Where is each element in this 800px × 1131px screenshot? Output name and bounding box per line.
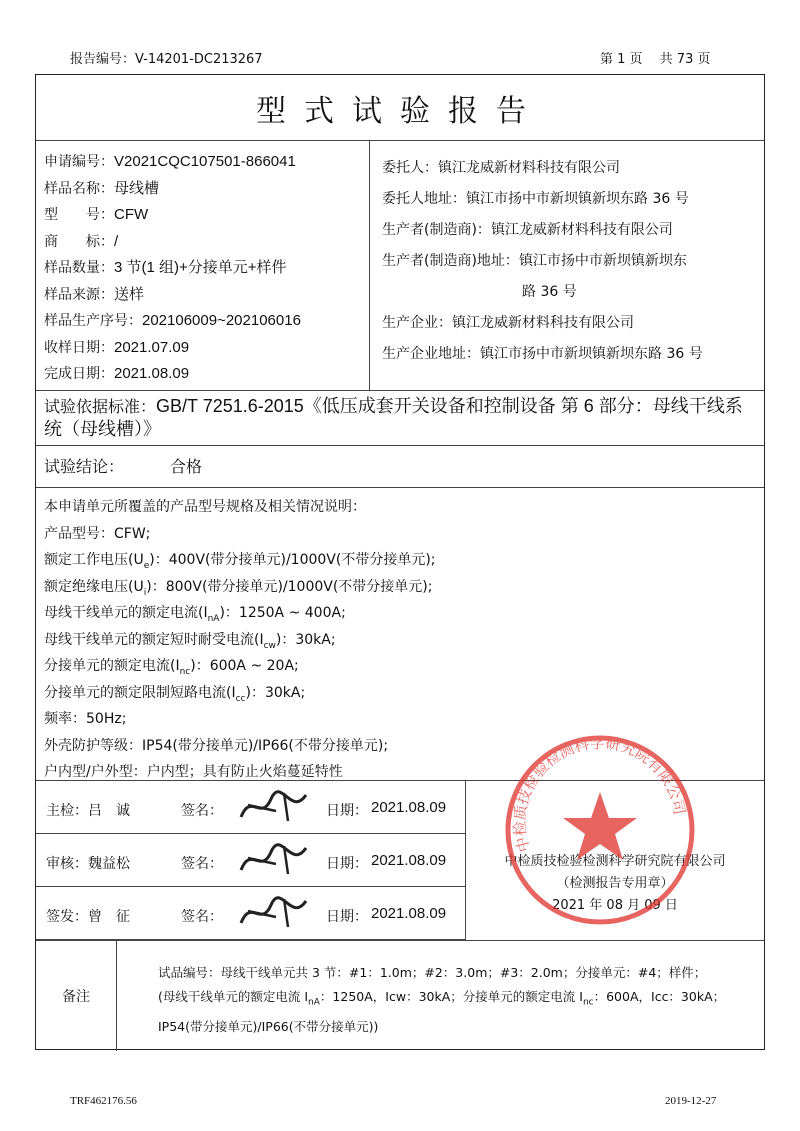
info-label: 生产者(制造商)： <box>382 222 491 238</box>
info-row <box>44 202 369 229</box>
info-label: 样品来源： <box>44 286 114 303</box>
footer-form-code: TRF462176.56 <box>70 1095 137 1107</box>
report-number: 报告编号：V-14201-DC213267 <box>70 52 263 67</box>
signature-row <box>36 781 466 834</box>
scope-line: 分接单元的额定限制短路电流$(I_{cc})$：30kA; <box>44 684 306 704</box>
info-row <box>44 229 369 256</box>
sample-info <box>36 141 370 390</box>
scope-line: 额定工作电压$(U_e)$：400V(带分接单元)/1000V(不带分接单元); <box>44 552 436 571</box>
remarks-section <box>36 941 764 1051</box>
signer-role: 主检：吕 诚 <box>46 803 130 819</box>
scope-line: 母线干线单元的额定电流$(I_{nA})$：1250A ~ 400A; <box>44 605 346 624</box>
conclusion-label: 试验结论： <box>44 457 125 476</box>
info-value: V2021CQC107501-866041 <box>114 153 296 170</box>
info-label: 生产者(制造商)地址： <box>382 253 519 269</box>
info-row <box>44 361 369 388</box>
info-section <box>36 141 764 391</box>
info-value: 2021.07.09 <box>114 338 190 356</box>
info-row <box>44 335 369 362</box>
standard-value: GB/T 7251.6-2015《低压成套开关设备和控制设备 第 6 部分：母线干线系统（母线槽）》 <box>44 396 743 439</box>
scope-line: 产品型号：CFW; <box>44 525 151 542</box>
date-label: 日期： <box>326 803 368 819</box>
scope-line: 额定绝缘电压$(U_i)$：800V(带分接单元)/1000V(不带分接单元); <box>44 578 433 598</box>
info-row <box>44 176 369 203</box>
sign-date: 2021.08.09 <box>371 852 447 869</box>
info-row <box>382 277 764 308</box>
org-name: 中检质技检验检测科学研究院有限公司 <box>504 854 726 869</box>
official-seal-stamp <box>500 730 700 930</box>
info-value: 送样 <box>114 285 145 303</box>
signature-row <box>36 887 466 940</box>
info-label: 生产企业地址： <box>382 346 480 362</box>
date-label: 日期： <box>326 856 368 872</box>
seal-label: （检测报告专用章） <box>556 876 674 891</box>
date-label: 日期： <box>326 909 368 925</box>
scope-line: 频率：50Hz; <box>44 711 127 727</box>
sign-label: 签名： <box>181 856 223 872</box>
scope-line: 户内型/户外型：户内型；具有防止火焰蔓延特性 <box>44 764 343 780</box>
info-label: 申请编号： <box>44 154 114 170</box>
info-value: 镇江龙威新材料科技有限公司 <box>490 222 673 238</box>
svg-text:中检质技检验检测科学研究院有限公司: 中检质技检验检测科学研究院有限公司 <box>510 733 689 855</box>
info-label: 完成日期： <box>44 366 114 382</box>
remarks-text: 试品编号：母线干线单元共 3 节：#1：1.0m；#2：3.0m；#3：2.0m；分接单元：#4；样件； (母线干线单元的额定电流 $I_{nA}$：1250A，Icw：30kA；分接单元的额定电流 $I_{nc}$：600A，Icc：30kA； IP54(带分接单元)/IP66(不带分接单元)) <box>158 965 726 1034</box>
scope-line: 外壳防护等级：IP54(带分接单元)/IP66(不带分接单元); <box>44 737 389 754</box>
test-standard <box>36 391 764 446</box>
sign-date: 2021.08.09 <box>371 905 447 922</box>
info-row <box>382 184 764 215</box>
sign-label: 签名： <box>181 909 223 925</box>
scope-line: 母线干线单元的额定短时耐受电流$(I_{cw})$：30kA; <box>44 631 336 651</box>
info-value: 路 36 号 <box>522 284 577 300</box>
issue-date: 2021 年 08 月 09 日 <box>552 898 678 913</box>
info-value: / <box>114 232 119 250</box>
info-value: 镇江龙威新材料科技有限公司 <box>452 315 634 331</box>
signer-role: 审核：魏益松 <box>46 856 130 872</box>
info-value: 镇江市扬中市新坝镇新坝东路 36 号 <box>480 346 703 362</box>
info-label: 样品数量： <box>44 260 114 276</box>
handwritten-signature <box>236 787 316 834</box>
info-value: 镇江龙威新材料科技有限公司 <box>438 160 620 176</box>
page-number: 第 1 页 共 73 页 <box>600 52 711 67</box>
info-row <box>44 149 369 176</box>
scope-line: 分接单元的额定电流$(I_{nc})$：600A ~ 20A; <box>44 658 299 677</box>
info-row <box>44 255 369 282</box>
info-label: 样品名称： <box>44 180 114 197</box>
info-row <box>382 153 764 184</box>
info-value: 2021.08.09 <box>114 365 190 382</box>
info-value: 镇江市扬中市新坝镇新坝东 <box>518 253 687 269</box>
info-row <box>382 308 764 339</box>
standard-label: 试验依据标准： <box>44 397 157 416</box>
info-row <box>44 308 369 335</box>
info-value: CFW <box>114 206 149 223</box>
client-info <box>370 141 764 390</box>
info-value: 202106009~202106016 <box>142 312 301 329</box>
info-value: 镇江市扬中市新坝镇新坝东路 36 号 <box>466 191 689 207</box>
signer-role: 签发：曾 征 <box>46 909 130 925</box>
info-row <box>382 246 764 277</box>
sign-label: 签名： <box>181 803 223 819</box>
info-label: 收样日期： <box>44 339 114 356</box>
info-label: 商 标： <box>44 233 114 250</box>
sign-date: 2021.08.09 <box>371 799 447 816</box>
footer-date: 2019-12-27 <box>665 1095 717 1107</box>
info-value: 母线槽 <box>114 179 160 197</box>
info-label: 样品生产序号： <box>44 313 142 329</box>
handwritten-signature <box>236 840 316 887</box>
info-label: 委托人地址： <box>382 191 466 207</box>
test-conclusion <box>36 446 764 488</box>
info-row <box>382 215 764 246</box>
info-label: 生产企业： <box>382 315 452 331</box>
info-label: 委托人： <box>382 160 438 176</box>
conclusion-value: 合格 <box>170 457 203 476</box>
info-value: 3 节(1 组)+分接单元+样件 <box>114 259 287 276</box>
scope-line: 本申请单元所覆盖的产品型号规格及相关情况说明： <box>44 499 366 515</box>
info-row <box>382 339 764 370</box>
report-title: 型式试验报告 <box>36 75 764 141</box>
handwritten-signature <box>236 893 316 940</box>
signature-row <box>36 834 466 887</box>
remarks-label: 备注 <box>36 941 117 1051</box>
info-label: 型 号： <box>44 207 114 223</box>
info-row <box>44 282 369 309</box>
